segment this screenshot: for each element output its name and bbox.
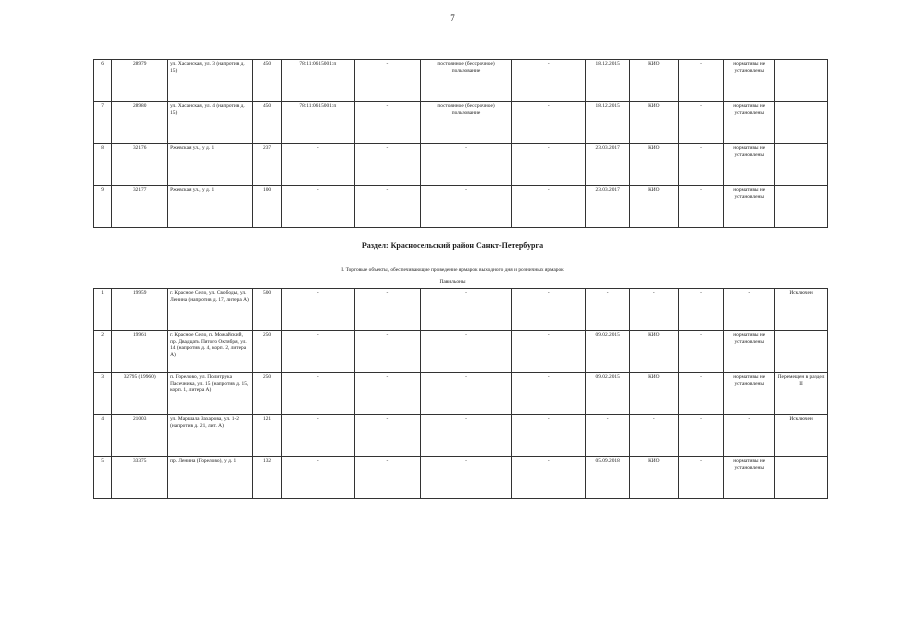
table-cell: - (629, 415, 678, 457)
table-cell: нормативы не установлены (724, 144, 775, 186)
table-cell: - (678, 289, 724, 331)
table-cell: КИО (629, 102, 678, 144)
table-cell: - (354, 60, 420, 102)
table-cell (775, 457, 828, 499)
table-cell: 8 (94, 144, 112, 186)
table-cell: 28979 (112, 60, 168, 102)
table-cell: КИО (629, 373, 678, 415)
table-cell: - (420, 373, 511, 415)
page-number: 7 (450, 13, 455, 23)
table-cell: - (281, 186, 354, 228)
table-cell: - (281, 373, 354, 415)
table-cell: 3 (94, 373, 112, 415)
table-cell: пр. Ленина (Горелово), у д. 1 (168, 457, 253, 499)
table-cell: 6 (94, 60, 112, 102)
table-cell: 78:11:0615001:п (281, 60, 354, 102)
lower-register-table (93, 288, 828, 499)
table-cell: - (512, 373, 586, 415)
table-cell: - (354, 102, 420, 144)
table-cell: - (512, 331, 586, 373)
table-cell: нормативы не установлены (724, 373, 775, 415)
table-cell: - (420, 457, 511, 499)
table-cell: КИО (629, 331, 678, 373)
table-cell: 500 (253, 289, 281, 331)
table-cell: 1 (94, 289, 112, 331)
table-cell: - (512, 289, 586, 331)
table-cell: КИО (629, 186, 678, 228)
table-cell: 28980 (112, 102, 168, 144)
table-cell (775, 144, 828, 186)
table-cell: - (420, 289, 511, 331)
table-cell: - (724, 415, 775, 457)
table-cell: - (512, 186, 586, 228)
table-cell: - (586, 289, 630, 331)
table-cell: Ржевская ул., у д. 1 (168, 144, 253, 186)
table-cell: 250 (253, 331, 281, 373)
table-cell: - (724, 289, 775, 331)
table-cell: - (678, 60, 724, 102)
table-row (94, 144, 828, 186)
table-row (94, 186, 828, 228)
table-cell: 19961 (112, 331, 168, 373)
table-cell: - (512, 144, 586, 186)
table-cell: - (678, 373, 724, 415)
table-cell: - (420, 415, 511, 457)
table-cell: - (281, 457, 354, 499)
table-cell: 4 (94, 415, 112, 457)
table-row (94, 102, 828, 144)
table-cell (775, 102, 828, 144)
table-cell: 32177 (112, 186, 168, 228)
table-cell: - (512, 60, 586, 102)
table-cell: 450 (253, 60, 281, 102)
table-cell: - (678, 102, 724, 144)
table-cell: - (629, 289, 678, 331)
table-cell: - (354, 331, 420, 373)
table-cell: 18.12.2015 (586, 60, 630, 102)
table-row (94, 331, 828, 373)
table-cell: 121 (253, 415, 281, 457)
table-cell: 2 (94, 331, 112, 373)
table-cell: 32795 (19960) (112, 373, 168, 415)
upper-register-table (93, 59, 828, 228)
table-cell: 05.09.2018 (586, 457, 630, 499)
table-cell: ул. Хасанская, ул. 3 (напротив д. 15) (168, 60, 253, 102)
table-cell: - (354, 144, 420, 186)
table-cell: 237 (253, 144, 281, 186)
table-cell: - (281, 415, 354, 457)
table-cell: Исключен (775, 289, 828, 331)
table-cell: 100 (253, 186, 281, 228)
table-cell: КИО (629, 60, 678, 102)
table-cell: Ржевская ул., у д. 1 (168, 186, 253, 228)
table-cell: 5 (94, 457, 112, 499)
section-subtitle: I. Торговые объекты, обеспечивающие проведение ярмарок выходного дня и розничных ярмарок (341, 267, 564, 273)
table-cell: - (678, 331, 724, 373)
table-cell: 23.03.2017 (586, 144, 630, 186)
table-cell: 33375 (112, 457, 168, 499)
table-cell: - (281, 144, 354, 186)
table-row (94, 289, 828, 331)
table-cell: - (354, 415, 420, 457)
table-cell: КИО (629, 457, 678, 499)
table-cell: КИО (629, 144, 678, 186)
table-cell: п. Горелово, ул. Политрука Пасечника, ул. 15 (напротив д. 15, корп. 1, литера А) (168, 373, 253, 415)
table-cell: 18.12.2015 (586, 102, 630, 144)
table-cell: ул. Маршала Захарова, ул. 1-2 (напротив д. 21, лит. А) (168, 415, 253, 457)
table-cell: нормативы не установлены (724, 102, 775, 144)
table-row (94, 457, 828, 499)
table-cell: 23.03.2017 (586, 186, 630, 228)
table-cell: г. Красное Село, ул. Свободы, ул. Ленина (напротив д. 17, литера А) (168, 289, 253, 331)
table-cell: - (512, 102, 586, 144)
table-cell: 9 (94, 186, 112, 228)
section-title: Раздел: Красносельский район Санкт-Петербурга (361, 241, 544, 250)
table-cell: - (354, 186, 420, 228)
table-cell: 450 (253, 102, 281, 144)
table-cell: нормативы не установлены (724, 186, 775, 228)
table-cell: постоянное (бессрочное) пользование (420, 102, 511, 144)
table-cell: - (678, 415, 724, 457)
table-cell: 250 (253, 373, 281, 415)
table-row (94, 373, 828, 415)
table-cell: - (512, 415, 586, 457)
table-cell (775, 331, 828, 373)
table-cell: - (354, 289, 420, 331)
table-cell: 32176 (112, 144, 168, 186)
table-cell: 21003 (112, 415, 168, 457)
table-cell: - (420, 144, 511, 186)
table-cell: нормативы не установлены (724, 60, 775, 102)
table-cell: постоянное (бессрочное) пользование (420, 60, 511, 102)
table-cell: - (354, 457, 420, 499)
category-label: Павильоны (439, 279, 466, 285)
table-cell: - (354, 373, 420, 415)
table-cell: - (420, 186, 511, 228)
table-cell (775, 186, 828, 228)
table-cell: 132 (253, 457, 281, 499)
table-cell: г. Красное Село, п. Можайский, пр. Двадцать Пятого Октября, ул. 14 (напротив д. 4, корп. 2, литера А) (168, 331, 253, 373)
table-cell: ул. Хасанская, ул. 4 (напротив д. 15) (168, 102, 253, 144)
table-cell (775, 60, 828, 102)
table-cell: - (281, 289, 354, 331)
table-cell: Перемещен в раздел II (775, 373, 828, 415)
table-cell: - (512, 457, 586, 499)
table-cell: Исключен (775, 415, 828, 457)
table-cell: - (420, 331, 511, 373)
table-cell: 19959 (112, 289, 168, 331)
table-cell: 09.02.2015 (586, 331, 630, 373)
table-row (94, 415, 828, 457)
table-cell: - (678, 144, 724, 186)
table-cell: - (586, 415, 630, 457)
table-cell: нормативы не установлены (724, 331, 775, 373)
table-cell: - (678, 457, 724, 499)
table-cell: нормативы не установлены (724, 457, 775, 499)
table-cell: 09.02.2015 (586, 373, 630, 415)
table-cell: 78:11:0615001:п (281, 102, 354, 144)
table-cell: - (678, 186, 724, 228)
table-cell: - (281, 331, 354, 373)
table-row (94, 60, 828, 102)
table-cell: 7 (94, 102, 112, 144)
